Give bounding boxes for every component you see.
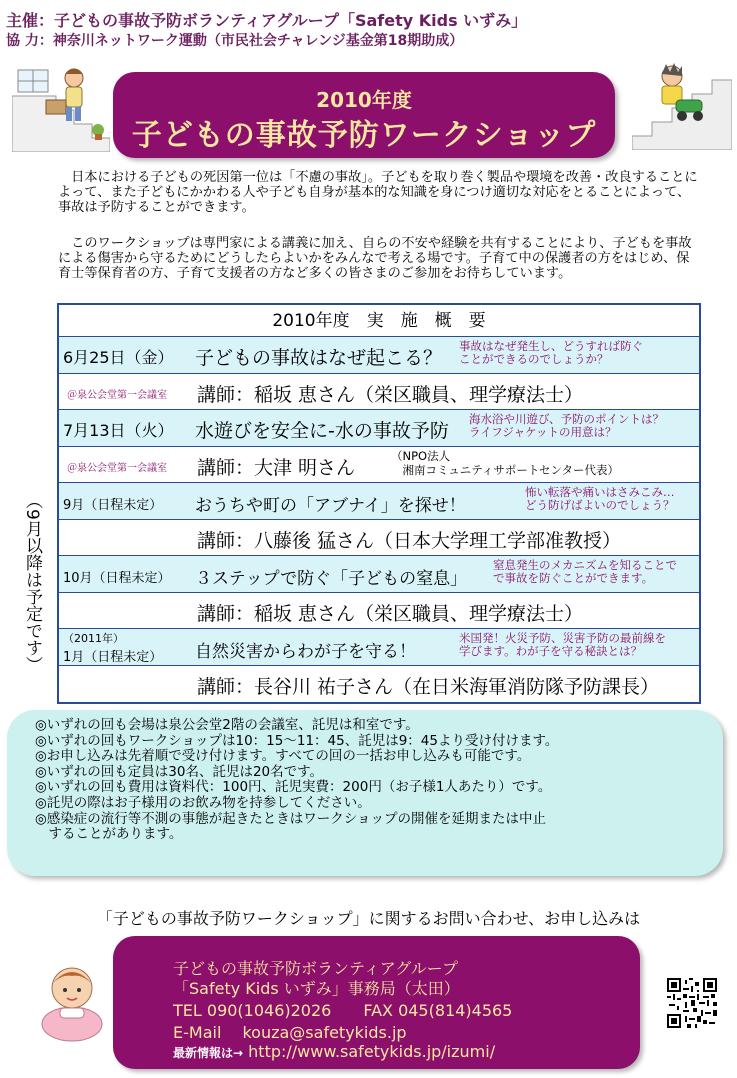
note-item: ◎託児の際はお子様用のお飲み物を持参してください。 xyxy=(35,794,371,811)
session-description: 米国発！火災予防、災害予防の最前線を 学びます。わが子を守る秘訣とは？ xyxy=(459,631,666,658)
session-description: 窒息発生のメカニズムを知ることで で事故を防ぐことができます。 xyxy=(493,558,677,585)
website-label: 最新情報は→ xyxy=(173,1046,244,1060)
note-item: することがあります。 xyxy=(35,826,183,843)
session-lecturer: 講師：長谷川 祐子さん（在日米海軍消防隊予防課長） xyxy=(197,676,660,698)
session-description: 事故はなぜ発生し、どうすれば防ぐ ことができるのでしょうか？ xyxy=(459,339,643,366)
session-description: 海水浴や川遊び、予防のポイントは？ ライフジャケットの用意は？ xyxy=(469,412,665,439)
session-row xyxy=(59,556,699,593)
schedule-side-note xyxy=(20,492,42,692)
note-item: ◎いずれの回も会場は泉公会堂2階の会議室、託児は和室です。 xyxy=(35,717,419,733)
session-lecturer: 講師：八藤後 猛さん（日本大学理工学部准教授） xyxy=(197,530,622,552)
session-venue: ＠泉公会堂第一会議室 xyxy=(67,463,167,474)
contact-phone-fax: TEL 090(1046)2026 FAX 045(814)4565 xyxy=(173,1001,513,1020)
intro-paragraph-2: このワークショップは専門家による講義に加え、自らの不安や経験を共有することにより、子どもを事故による傷害から守るためにどうしたらよいかをみんなで考える場です。子育て中の保護者の方をはじめ、保育士等保育者の方、子育て支援者の方など多くの皆さまのご参加をお待ちしています。 xyxy=(58,236,692,281)
session-title: 子どもの事故はなぜ起こる？ xyxy=(195,347,443,369)
lecturer-row xyxy=(59,520,699,556)
contact-website-line xyxy=(173,1042,495,1061)
session-title: 水遊びを安全に-水の事故予防 xyxy=(195,420,449,442)
session-title: 自然災害からわが子を守る！ xyxy=(195,642,416,662)
session-row xyxy=(59,483,699,520)
session-year-note: （2011年） xyxy=(63,632,124,645)
note-item: ◎感染症の流行等不測の事態が起きたときはワークショップの開催を延期または中止 xyxy=(35,810,547,827)
session-row xyxy=(59,410,699,447)
notes-box xyxy=(7,710,723,876)
note-item: ◎お申し込みは先着順で受け付けます。すべての回の一括お申し込みも可能です。 xyxy=(35,748,531,765)
session-description: 怖い転落や痛いはさみこみ… どう防げばよいのでしょう？ xyxy=(525,485,675,512)
title-year: 2010年度 xyxy=(316,88,412,112)
note-item: ◎いずれの回も定員は30名、託児は20名です。 xyxy=(35,763,324,780)
lecturer-affiliation: （NPO法人 湘南コミュニティサポートセンター代表） xyxy=(391,449,620,477)
lecturer-row xyxy=(59,374,699,410)
lecturer-row xyxy=(59,666,699,702)
contact-organization: 子どもの事故予防ボランティアグループ xyxy=(173,959,458,978)
notes-list xyxy=(7,710,723,843)
baby-illustration xyxy=(32,958,112,1042)
session-lecturer: 講師：稲坂 恵さん（栄区職員、理学療法士） xyxy=(197,603,584,625)
intro-paragraph-1: 日本における子どもの死因第一位は「不慮の事故」。子どもを取り巻く製品や環境を改善・改良することによって、また子どもにかかわる人や子ども自身が基本的な知識を身につけ適切な対応をとることによって、事故は予防することができます。 xyxy=(58,170,698,215)
session-venue: ＠泉公会堂第一会議室 xyxy=(67,390,167,401)
inquiry-line: 「子どもの事故予防ワークショップ」に関するお問い合わせ、お申し込みは xyxy=(96,909,641,928)
session-row xyxy=(59,629,699,666)
session-date: 6月25日（金） xyxy=(63,348,174,367)
organizer-line: 主催：子どもの事故予防ボランティアグループ「Safety Kids いずみ」 xyxy=(6,11,528,30)
session-lecturer: 講師：稲坂 恵さん（栄区職員、理学療法士） xyxy=(197,384,584,406)
qr-code xyxy=(667,978,717,1028)
title-main: 子どもの事故予防ワークショップ xyxy=(131,118,597,153)
session-date: 1月（日程未定） xyxy=(63,650,163,665)
child-with-toy-car-illustration xyxy=(632,60,732,150)
note-item: ◎いずれの回もワークショップは10：15～11：45、託児は9：45より受け付けます。 xyxy=(35,732,559,749)
session-lecturer: 講師：大津 明さん xyxy=(197,457,356,479)
cooperation-line: 協 力：神奈川ネットワーク運動（市民社会チャレンジ基金第18期助成） xyxy=(6,33,464,49)
website-link[interactable]: http://www.safetykids.jp/izumi/ xyxy=(243,1042,496,1061)
session-date: 9月（日程未定） xyxy=(63,498,163,513)
title-banner xyxy=(113,72,615,158)
session-title: ３ステップで防ぐ「子どもの窒息」 xyxy=(195,569,468,589)
child-on-stairs-illustration xyxy=(12,60,110,152)
lecturer-row xyxy=(59,447,699,483)
lecturer-row xyxy=(59,593,699,629)
session-date: 7月13日（火） xyxy=(63,421,174,440)
session-row xyxy=(59,337,699,374)
session-date: 10月（日程未定） xyxy=(63,571,171,586)
contact-box xyxy=(113,936,640,1069)
session-title: おうちや町の「アブナイ」を探せ！ xyxy=(195,496,466,516)
schedule-table xyxy=(57,303,701,704)
note-item: ◎いずれの回も費用は資料代：100円、託児実費：200円（お子様1人あたり）です。 xyxy=(35,779,552,796)
contact-office: 「Safety Kids いずみ」事務局（太田） xyxy=(173,979,460,998)
schedule-heading: 2010年度 実 施 概 要 xyxy=(59,305,699,337)
side-note-text: （9月以降は予定です） xyxy=(22,492,42,673)
contact-email[interactable]: E-Mail kouza@safetykids.jp xyxy=(173,1023,407,1042)
